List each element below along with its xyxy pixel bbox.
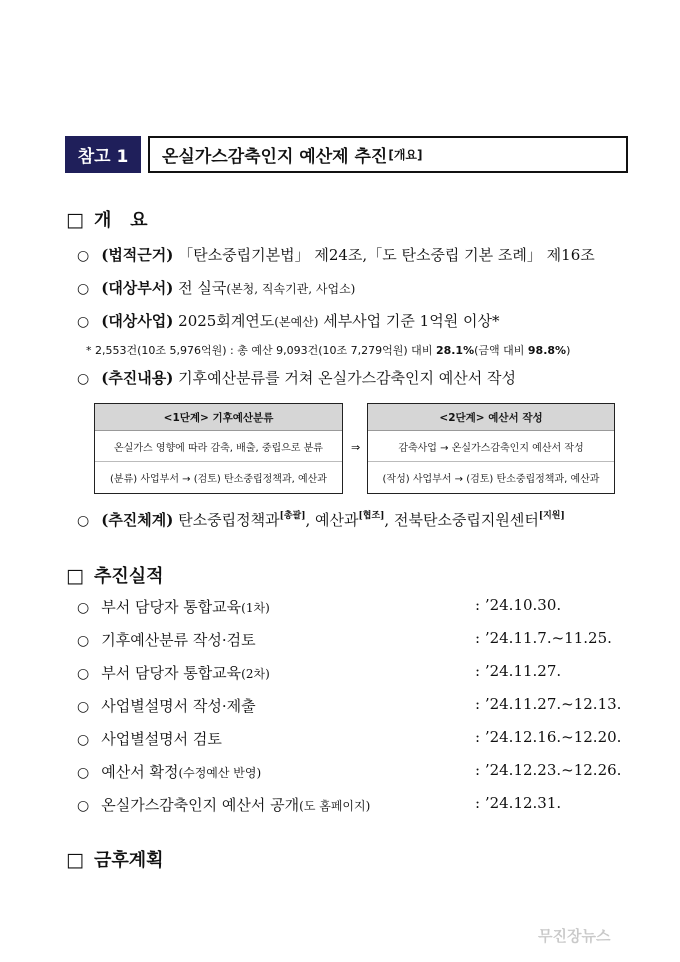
flow-step2-row2: (작성) 사업부서 → (검토) 탄소중립정책과, 예산과 [382,473,600,485]
legal-basis-item [77,244,595,265]
flow-step1-row2: (분류) 사업부서 → (검토) 탄소중립정책과, 예산과 [110,473,327,485]
biz-sub: (본예산) [274,315,319,329]
target-biz-item [77,310,499,331]
process-text: 기후예산분류를 거쳐 온실가스감축인지 예산서 작성 [178,369,517,387]
list-item [77,596,270,617]
result-main: 사업별설명서 작성·제출 [101,697,256,715]
circle-bullet-icon: ○ [77,281,90,297]
page-title [148,136,628,173]
title-main: 온실가스감축인지 예산제 추진 [162,147,388,167]
square-bullet-icon: □ [66,849,84,871]
result-date: : ’24.12.16.~12.20. [475,728,622,746]
watermark-logo: 무진장뉴스 [538,927,611,945]
title-suffix: [개요] [388,148,423,162]
biz-label: (대상사업) [101,312,174,330]
target-biz-note: * 2,553건(10조 5,976억원) : 총 예산 9,093건(10조 7,279억원) 대비 28.1%(금액 대비 98.8%) [86,344,571,357]
result-date: : ’24.11.27. [475,662,562,680]
circle-bullet-icon: ○ [77,371,90,387]
biz-text2: 세부사업 기준 1억원 이상* [318,312,500,330]
result-sub: (2차) [241,667,270,681]
circle-bullet-icon: ○ [77,765,90,781]
result-main: 부서 담당자 통합교육 [101,598,242,616]
result-date: : ’24.11.27.~12.13. [475,695,622,713]
result-sub: (도 홈페이지) [299,799,371,813]
system-item: ○ (추진체계) 탄소중립정책과[총괄], 예산과[협조], 전북탄소중립지원센터[지원] [77,511,565,529]
circle-bullet-icon: ○ [77,513,90,529]
square-bullet-icon: □ [66,209,84,231]
result-date: : ’24.10.30. [475,596,562,614]
list-item [77,728,222,749]
flow-step2-title: <2단계> 예산서 작성 [368,404,614,431]
list-item [77,761,261,782]
reference-tag: 참고 1 [65,136,141,173]
biz-text1: 2025회계연도 [178,312,275,330]
circle-bullet-icon: ○ [77,248,90,264]
result-main: 예산서 확정 [101,763,179,781]
target-dept-item [77,277,355,298]
circle-bullet-icon: ○ [77,666,90,682]
flow-step1-title: <1단계> 기후예산분류 [95,404,342,431]
circle-bullet-icon: ○ [77,314,90,330]
legal-text: 「탄소중립기본법」 제24조,「도 탄소중립 기본 조례」 제16조 [178,246,595,264]
list-item [77,794,370,815]
process-label: (추진내용) [101,369,174,387]
flow-step1-row1: 온실가스 영향에 따라 감축, 배출, 중립으로 분류 [95,431,342,462]
process-item [77,367,516,388]
section-future-heading: □ 금후계획 [66,849,164,871]
dept-sub: (본청, 직속기관, 사업소) [226,282,356,296]
result-sub: (1차) [241,601,270,615]
circle-bullet-icon: ○ [77,699,90,715]
section-results-heading: □ 추진실적 [66,565,164,587]
legal-label: (법적근거) [101,246,174,264]
circle-bullet-icon: ○ [77,633,90,649]
result-date: : ’24.11.7.~11.25. [475,629,612,647]
circle-bullet-icon: ○ [77,732,90,748]
square-bullet-icon: □ [66,565,84,587]
result-date: : ’24.12.23.~12.26. [475,761,622,779]
dept-text: 전 실국 [178,279,227,297]
flow-step2-box [367,403,615,494]
result-main: 기후예산분류 작성·검토 [101,631,256,649]
circle-bullet-icon: ○ [77,798,90,814]
result-date: : ’24.12.31. [475,794,562,812]
result-main: 온실가스감축인지 예산서 공개 [101,796,300,814]
list-item [77,695,256,716]
circle-bullet-icon: ○ [77,600,90,616]
result-main: 사업별설명서 검토 [101,730,222,748]
list-item [77,662,270,683]
section-overview-heading: □ 개 요 [66,209,148,231]
result-sub: (수정예산 반영) [178,766,262,780]
flow-step1-box [94,403,343,494]
dept-label: (대상부서) [101,279,174,297]
system-label: (추진체계) [101,511,174,529]
flow-arrow-icon: ⇒ [351,441,361,454]
result-main: 부서 담당자 통합교육 [101,664,242,682]
flow-step2-row1: 감축사업 → 온실가스감축인지 예산서 작성 [368,431,614,462]
list-item [77,629,256,650]
